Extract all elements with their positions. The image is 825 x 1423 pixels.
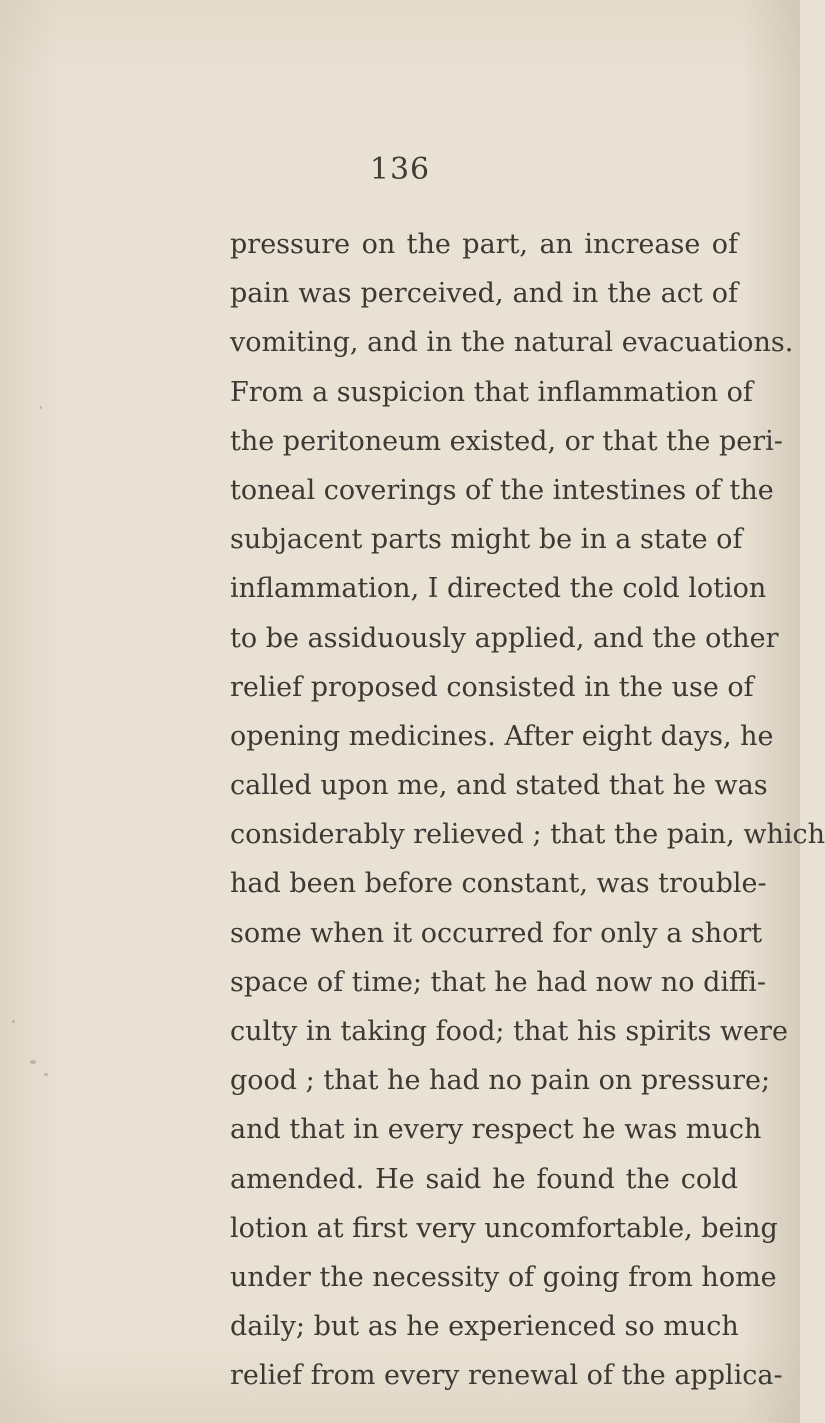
- text-line: culty in taking food; that his spirits were: [230, 1016, 788, 1047]
- text-line: amended. He said he found the cold: [230, 1163, 738, 1195]
- text-line: good ; that he had no pain on pressure;: [230, 1065, 771, 1097]
- text-line: and that in every respect he was much: [230, 1114, 762, 1146]
- text-line: From a suspicion that inflammation of: [230, 376, 753, 408]
- text-line: relief from every renewal of the applica-: [230, 1360, 783, 1392]
- text-line: subjacent parts might be in a state of: [230, 524, 743, 556]
- ink-speck: [12, 1020, 15, 1023]
- text-line: lotion at first very uncomfortable, being: [230, 1212, 778, 1244]
- text-line: pressure on the part, an increase of: [230, 229, 738, 260]
- text-line: opening medicines. After eight days, he: [230, 720, 774, 752]
- ink-speck: [40, 406, 42, 409]
- text-line: space of time; that he had now no diffi-: [230, 966, 766, 998]
- text-line: under the necessity of going from home: [230, 1261, 777, 1293]
- body-text: [230, 220, 825, 1401]
- text-line: called upon me, and stated that he was: [230, 770, 768, 802]
- ink-speck: [44, 1073, 48, 1076]
- text-line: the peritoneum existed, or that the peri-: [230, 425, 783, 457]
- text-line: toneal coverings of the intestines of the: [230, 474, 774, 506]
- ink-speck: [30, 1060, 36, 1064]
- page-number: 136: [369, 152, 431, 187]
- text-line: relief proposed consisted in the use of: [230, 671, 754, 703]
- text-line: considerably relieved ; that the pain, which: [230, 819, 825, 851]
- text-line: had been before constant, was trouble-: [230, 868, 767, 900]
- text-line: inflammation, I directed the cold lotion: [230, 573, 767, 605]
- text-line: some when it occurred for only a short: [230, 917, 763, 949]
- text-line: vomiting, and in the natural evacuations.: [230, 327, 794, 359]
- text-line: daily; but as he experienced so much: [230, 1311, 739, 1343]
- text-line: pain was perceived, and in the act of: [230, 278, 738, 310]
- text-line: to be assiduously applied, and the other: [230, 622, 779, 654]
